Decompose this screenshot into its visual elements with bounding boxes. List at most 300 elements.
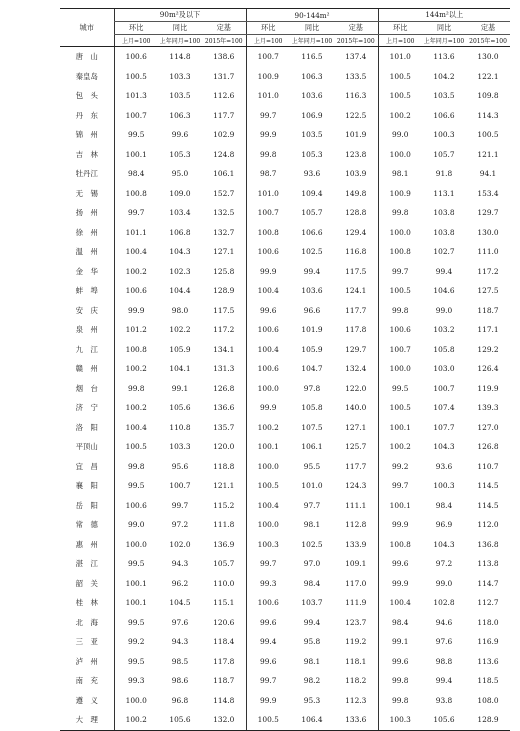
index-value-cell: 122.5 — [345, 110, 367, 120]
index-value-cell: 99.6 — [246, 613, 290, 633]
index-value-cell: 100.0 — [114, 535, 158, 555]
index-value-cell: 98.5 — [171, 656, 189, 666]
index-value-cell: 100.9 — [246, 67, 290, 87]
index-value-cell: 99.6 — [246, 652, 290, 672]
index-value-cell: 116.9 — [477, 637, 499, 647]
index-value-cell: 100.0 — [246, 379, 290, 399]
index-value-cell: 99.4 — [246, 632, 290, 652]
index-value-cell: 93.6 — [303, 169, 321, 179]
table-row — [60, 476, 510, 496]
index-value-cell: 106.3 — [301, 71, 323, 81]
index-value-cell: 129.7 — [477, 208, 499, 218]
index-value-cell: 100.7 — [378, 340, 422, 360]
index-value-cell: 117.2 — [213, 325, 235, 335]
index-value-cell: 99.5 — [114, 652, 158, 672]
index-value-cell: 100.3 — [378, 710, 422, 730]
index-value-cell: 99.6 — [246, 301, 290, 321]
index-value-cell: 100.7 — [246, 203, 290, 223]
base-header-prev-year: 上年同月=100 — [422, 35, 466, 47]
index-value-cell: 98.4 — [435, 500, 453, 510]
index-value-cell: 107.7 — [433, 422, 455, 432]
table-row — [60, 340, 510, 360]
sub-header-mom: 环比 — [378, 22, 422, 35]
index-value-cell: 97.8 — [303, 383, 321, 393]
table-body — [60, 47, 510, 731]
index-value-cell: 100.4 — [114, 242, 158, 262]
index-value-cell: 102.3 — [169, 266, 191, 276]
index-value-cell: 100.1 — [114, 593, 158, 613]
table-row — [60, 691, 510, 711]
index-value-cell: 118.7 — [477, 305, 499, 315]
city-name-cell: 济 宁 — [75, 403, 98, 413]
index-value-cell: 125.7 — [345, 442, 367, 452]
index-value-cell: 99.2 — [114, 632, 158, 652]
price-index-table-wrapper — [60, 8, 510, 731]
index-value-cell: 114.8 — [213, 695, 235, 705]
index-value-cell: 111.0 — [477, 247, 499, 257]
index-value-cell: 119.2 — [345, 637, 367, 647]
index-value-cell: 99.9 — [378, 515, 422, 535]
index-value-cell: 99.8 — [378, 203, 422, 223]
index-value-cell: 153.4 — [477, 188, 499, 198]
table-row — [60, 632, 510, 652]
index-value-cell: 96.8 — [171, 695, 189, 705]
city-name-cell: 牡丹江 — [75, 169, 98, 179]
index-value-cell: 100.5 — [246, 476, 290, 496]
index-value-cell: 99.7 — [171, 500, 189, 510]
index-value-cell: 100.5 — [378, 281, 422, 301]
city-name-cell: 泸 州 — [75, 656, 98, 666]
index-value-cell: 124.1 — [345, 286, 367, 296]
table-row — [60, 359, 510, 379]
city-name-cell: 九 江 — [75, 344, 98, 354]
index-value-cell: 100.6 — [114, 47, 158, 67]
index-value-cell: 93.8 — [435, 695, 453, 705]
index-value-cell: 129.4 — [345, 227, 367, 237]
index-value-cell: 111.1 — [345, 500, 367, 510]
index-value-cell: 108.0 — [477, 695, 499, 705]
city-name-cell: 洛 阳 — [75, 422, 98, 432]
base-header-2015: 2015年=100 — [466, 35, 510, 47]
index-value-cell: 117.5 — [345, 266, 367, 276]
index-value-cell: 103.3 — [169, 442, 191, 452]
index-value-cell: 100.2 — [114, 710, 158, 730]
index-value-cell: 100.5 — [114, 437, 158, 457]
city-name-cell: 安 庆 — [75, 305, 98, 315]
index-value-cell: 109.1 — [345, 559, 367, 569]
index-value-cell: 99.8 — [114, 457, 158, 477]
index-value-cell: 106.1 — [213, 169, 235, 179]
index-value-cell: 133.5 — [345, 71, 367, 81]
table-row — [60, 47, 510, 67]
index-value-cell: 100.5 — [378, 86, 422, 106]
index-value-cell: 100.4 — [378, 593, 422, 613]
city-name-cell: 韶 关 — [75, 578, 98, 588]
index-value-cell: 117.5 — [213, 305, 235, 315]
city-name-cell: 北 海 — [75, 617, 98, 627]
index-value-cell: 100.2 — [378, 106, 422, 126]
city-name-cell: 南 充 — [75, 676, 98, 686]
index-value-cell: 96.2 — [171, 578, 189, 588]
index-value-cell: 104.3 — [433, 539, 455, 549]
index-value-cell: 98.4 — [114, 164, 158, 184]
index-value-cell: 114.5 — [477, 500, 499, 510]
table-row — [60, 457, 510, 477]
city-name-cell: 宜 昌 — [75, 461, 98, 471]
table-row — [60, 554, 510, 574]
index-value-cell: 99.9 — [246, 125, 290, 145]
index-value-cell: 99.0 — [435, 305, 453, 315]
index-value-cell: 122.1 — [477, 71, 499, 81]
index-value-cell: 107.5 — [301, 422, 323, 432]
table-row — [60, 671, 510, 691]
index-value-cell: 118.1 — [345, 656, 367, 666]
index-value-cell: 100.1 — [378, 496, 422, 516]
index-value-cell: 99.0 — [378, 125, 422, 145]
index-value-cell: 100.3 — [433, 481, 455, 491]
index-value-cell: 124.3 — [345, 481, 367, 491]
index-value-cell: 123.8 — [345, 149, 367, 159]
index-value-cell: 97.6 — [171, 617, 189, 627]
city-name-cell: 锦 州 — [75, 130, 98, 140]
index-value-cell: 95.0 — [171, 169, 189, 179]
index-value-cell: 105.6 — [422, 710, 466, 730]
index-value-cell: 102.9 — [213, 130, 235, 140]
base-header-prev-year: 上年同月=100 — [158, 35, 202, 47]
index-value-cell: 103.6 — [301, 91, 323, 101]
index-value-cell: 112.3 — [345, 695, 367, 705]
index-value-cell: 100.2 — [114, 398, 158, 418]
index-value-cell: 122.0 — [345, 383, 367, 393]
index-value-cell: 110.8 — [169, 422, 191, 432]
index-value-cell: 100.2 — [378, 437, 422, 457]
index-value-cell: 106.1 — [301, 442, 323, 452]
index-value-cell: 127.0 — [477, 422, 499, 432]
index-value-cell: 118.8 — [213, 461, 235, 471]
city-name-cell: 遵 义 — [75, 695, 98, 705]
index-value-cell: 103.0 — [433, 364, 455, 374]
index-value-cell: 116.5 — [301, 52, 323, 62]
index-value-cell: 119.9 — [477, 383, 499, 393]
index-value-cell: 118.2 — [345, 676, 367, 686]
index-value-cell: 101.0 — [378, 47, 422, 67]
index-value-cell: 103.7 — [301, 598, 323, 608]
table-row — [60, 203, 510, 223]
index-value-cell: 129.7 — [345, 344, 367, 354]
index-value-cell: 100.8 — [114, 340, 158, 360]
index-value-cell: 149.8 — [345, 188, 367, 198]
index-value-cell: 99.5 — [114, 476, 158, 496]
index-value-cell: 96.6 — [303, 305, 321, 315]
table-row — [60, 223, 510, 243]
index-value-cell: 99.4 — [435, 266, 453, 276]
index-value-cell: 102.5 — [301, 539, 323, 549]
index-value-cell: 100.0 — [114, 691, 158, 711]
index-value-cell: 100.4 — [246, 496, 290, 516]
index-value-cell: 100.0 — [378, 145, 422, 165]
index-value-cell: 100.5 — [378, 398, 422, 418]
city-name-cell: 金 华 — [75, 266, 98, 276]
index-value-cell: 134.1 — [213, 344, 235, 354]
sub-header-fixed: 定基 — [334, 22, 378, 35]
city-name-cell: 湛 江 — [75, 559, 98, 569]
index-value-cell: 125.8 — [213, 266, 235, 276]
index-value-cell: 100.1 — [378, 418, 422, 438]
table-row — [60, 710, 510, 730]
table-row — [60, 184, 510, 204]
index-value-cell: 102.0 — [169, 539, 191, 549]
table-row — [60, 301, 510, 321]
index-value-cell: 110.7 — [477, 461, 499, 471]
index-value-cell: 112.7 — [477, 598, 499, 608]
index-value-cell: 100.6 — [246, 593, 290, 613]
index-value-cell: 99.8 — [378, 671, 422, 691]
index-value-cell: 91.8 — [435, 169, 453, 179]
index-value-cell: 131.3 — [213, 364, 235, 374]
index-value-cell: 127.1 — [345, 422, 367, 432]
table-row — [60, 242, 510, 262]
index-value-cell: 100.5 — [114, 67, 158, 87]
city-name-cell: 徐 州 — [75, 227, 98, 237]
index-value-cell: 100.7 — [114, 106, 158, 126]
index-value-cell: 123.7 — [345, 617, 367, 627]
city-name-cell: 扬 州 — [75, 208, 98, 218]
index-value-cell: 101.0 — [301, 481, 323, 491]
table-row — [60, 496, 510, 516]
index-value-cell: 98.8 — [435, 656, 453, 666]
index-value-cell: 100.7 — [169, 481, 191, 491]
index-value-cell: 127.5 — [477, 286, 499, 296]
index-value-cell: 113.8 — [477, 559, 499, 569]
index-value-cell: 101.9 — [301, 325, 323, 335]
index-value-cell: 100.2 — [246, 418, 290, 438]
index-value-cell: 105.9 — [169, 344, 191, 354]
index-value-cell: 100.1 — [114, 145, 158, 165]
index-value-cell: 118.7 — [213, 676, 235, 686]
index-value-cell: 114.8 — [169, 52, 191, 62]
index-value-cell: 100.6 — [114, 281, 158, 301]
index-value-cell: 99.5 — [378, 379, 422, 399]
city-name-cell: 三 亚 — [75, 637, 98, 647]
index-value-cell: 132.4 — [345, 364, 367, 374]
index-value-cell: 117.2 — [477, 266, 499, 276]
index-value-cell: 132.7 — [213, 227, 235, 237]
index-value-cell: 116.8 — [345, 247, 367, 257]
index-value-cell: 99.8 — [378, 691, 422, 711]
base-header-2015: 2015年=100 — [334, 35, 378, 47]
index-value-cell: 109.8 — [477, 91, 499, 101]
index-value-cell: 130.0 — [477, 227, 499, 237]
city-name-cell: 无 锡 — [75, 188, 98, 198]
index-value-cell: 100.2 — [114, 359, 158, 379]
index-value-cell: 100.8 — [378, 242, 422, 262]
index-value-cell: 101.1 — [114, 223, 158, 243]
index-value-cell: 99.5 — [114, 554, 158, 574]
table-row — [60, 164, 510, 184]
index-value-cell: 106.3 — [169, 110, 191, 120]
index-value-cell: 117.7 — [213, 110, 235, 120]
index-value-cell: 129.2 — [477, 344, 499, 354]
index-value-cell: 94.3 — [171, 637, 189, 647]
city-column-header: 城市 — [60, 9, 114, 47]
index-value-cell: 100.6 — [114, 496, 158, 516]
index-value-cell: 132.0 — [202, 710, 246, 730]
index-value-cell: 101.9 — [345, 130, 367, 140]
index-value-cell: 136.8 — [477, 539, 499, 549]
city-name-cell: 秦皇岛 — [75, 71, 98, 81]
index-value-cell: 99.6 — [378, 554, 422, 574]
table-row — [60, 593, 510, 613]
sub-header-mom: 环比 — [246, 22, 290, 35]
sub-header-fixed: 定基 — [202, 22, 246, 35]
index-value-cell: 105.3 — [169, 149, 191, 159]
table-row — [60, 86, 510, 106]
index-value-cell: 98.4 — [303, 578, 321, 588]
index-value-cell: 99.7 — [246, 554, 290, 574]
base-header-prev-year: 上年同月=100 — [290, 35, 334, 47]
index-value-cell: 103.4 — [169, 208, 191, 218]
index-value-cell: 100.3 — [433, 130, 455, 140]
index-value-cell: 105.8 — [433, 344, 455, 354]
index-value-cell: 103.6 — [301, 286, 323, 296]
base-header-prev-month: 上月=100 — [378, 35, 422, 47]
table-row — [60, 574, 510, 594]
table-row — [60, 613, 510, 633]
index-value-cell: 100.0 — [246, 457, 290, 477]
base-header-2015: 2015年=100 — [202, 35, 246, 47]
index-value-cell: 99.8 — [378, 301, 422, 321]
index-value-cell: 121.1 — [477, 149, 499, 159]
index-value-cell: 100.6 — [246, 320, 290, 340]
index-value-cell: 112.8 — [345, 520, 367, 530]
index-value-cell: 95.6 — [171, 461, 189, 471]
index-value-cell: 100.2 — [114, 262, 158, 282]
index-value-cell: 100.8 — [246, 223, 290, 243]
index-value-cell: 102.2 — [169, 325, 191, 335]
index-value-cell: 99.6 — [378, 652, 422, 672]
index-value-cell: 121.1 — [213, 481, 235, 491]
index-value-cell: 99.4 — [435, 676, 453, 686]
index-value-cell: 99.9 — [246, 398, 290, 418]
index-value-cell: 113.6 — [433, 52, 455, 62]
table-row — [60, 106, 510, 126]
index-value-cell: 101.3 — [114, 86, 158, 106]
index-value-cell: 103.8 — [433, 227, 455, 237]
table-row — [60, 515, 510, 535]
index-value-cell: 113.1 — [433, 188, 455, 198]
index-value-cell: 97.0 — [303, 559, 321, 569]
index-value-cell: 100.0 — [378, 223, 422, 243]
city-name-cell: 大 理 — [60, 710, 114, 730]
city-name-cell: 平顶山 — [75, 442, 98, 452]
sub-header-mom: 环比 — [114, 22, 158, 35]
index-value-cell: 117.7 — [345, 305, 367, 315]
index-value-cell: 104.5 — [169, 598, 191, 608]
index-value-cell: 100.6 — [378, 320, 422, 340]
index-value-cell: 136.6 — [213, 403, 235, 413]
city-name-cell: 蚌 埠 — [75, 286, 98, 296]
index-value-cell: 112.0 — [477, 520, 499, 530]
index-value-cell: 99.7 — [378, 476, 422, 496]
index-value-cell: 105.9 — [301, 344, 323, 354]
index-value-cell: 114.3 — [477, 110, 499, 120]
table-row — [60, 125, 510, 145]
index-value-cell: 98.7 — [246, 164, 290, 184]
index-value-cell: 99.8 — [114, 379, 158, 399]
index-value-cell: 96.9 — [435, 520, 453, 530]
index-value-cell: 100.4 — [246, 281, 290, 301]
index-value-cell: 118.0 — [477, 617, 499, 627]
index-value-cell: 104.3 — [169, 247, 191, 257]
group-header-medium: 90-144m² — [246, 9, 378, 22]
index-value-cell: 100.1 — [246, 437, 290, 457]
index-value-cell: 99.6 — [171, 130, 189, 140]
index-value-cell: 98.1 — [303, 656, 321, 666]
index-value-cell: 99.5 — [114, 613, 158, 633]
index-value-cell: 105.7 — [213, 559, 235, 569]
index-value-cell: 99.9 — [378, 574, 422, 594]
index-value-cell: 103.9 — [345, 169, 367, 179]
city-name-cell: 唐 山 — [75, 52, 98, 62]
city-name-cell: 桂 林 — [75, 598, 98, 608]
index-value-cell: 100.8 — [114, 184, 158, 204]
index-value-cell: 110.0 — [213, 578, 235, 588]
table-row — [60, 320, 510, 340]
index-value-cell: 152.7 — [213, 188, 235, 198]
index-value-cell: 126.8 — [213, 383, 235, 393]
table-row — [60, 652, 510, 672]
index-value-cell: 100.5 — [477, 130, 499, 140]
index-value-cell: 139.3 — [477, 403, 499, 413]
index-value-cell: 128.9 — [466, 710, 510, 730]
city-name-cell: 惠 州 — [75, 539, 98, 549]
index-value-cell: 99.0 — [114, 515, 158, 535]
index-value-cell: 105.6 — [169, 403, 191, 413]
index-value-cell: 106.4 — [290, 710, 334, 730]
table-row — [60, 379, 510, 399]
index-value-cell: 99.1 — [171, 383, 189, 393]
index-value-cell: 100.3 — [246, 535, 290, 555]
index-value-cell: 100.4 — [114, 418, 158, 438]
index-value-cell: 99.3 — [114, 671, 158, 691]
index-value-cell: 118.4 — [213, 637, 235, 647]
index-value-cell: 100.5 — [246, 710, 290, 730]
index-value-cell: 103.2 — [433, 325, 455, 335]
index-value-cell: 97.2 — [171, 520, 189, 530]
index-value-cell: 94.6 — [435, 617, 453, 627]
index-value-cell: 115.1 — [213, 598, 235, 608]
city-name-cell: 赣 州 — [75, 364, 98, 374]
index-value-cell: 109.0 — [169, 188, 191, 198]
index-value-cell: 109.4 — [301, 188, 323, 198]
table-row — [60, 145, 510, 165]
group-header-large: 144m²以上 — [378, 9, 510, 22]
index-value-cell: 101.0 — [246, 86, 290, 106]
index-value-cell: 127.1 — [213, 247, 235, 257]
index-value-cell: 124.8 — [213, 149, 235, 159]
city-name-cell: 常 德 — [75, 520, 98, 530]
index-value-cell: 103.5 — [169, 91, 191, 101]
index-value-cell: 118.5 — [477, 676, 499, 686]
index-value-cell: 100.8 — [378, 535, 422, 555]
table-row — [60, 437, 510, 457]
table-row — [60, 535, 510, 555]
index-value-cell: 100.0 — [378, 359, 422, 379]
index-value-cell: 99.4 — [303, 266, 321, 276]
index-value-cell: 116.3 — [345, 91, 367, 101]
index-value-cell: 106.6 — [301, 227, 323, 237]
sub-header-yoy: 同比 — [158, 22, 202, 35]
